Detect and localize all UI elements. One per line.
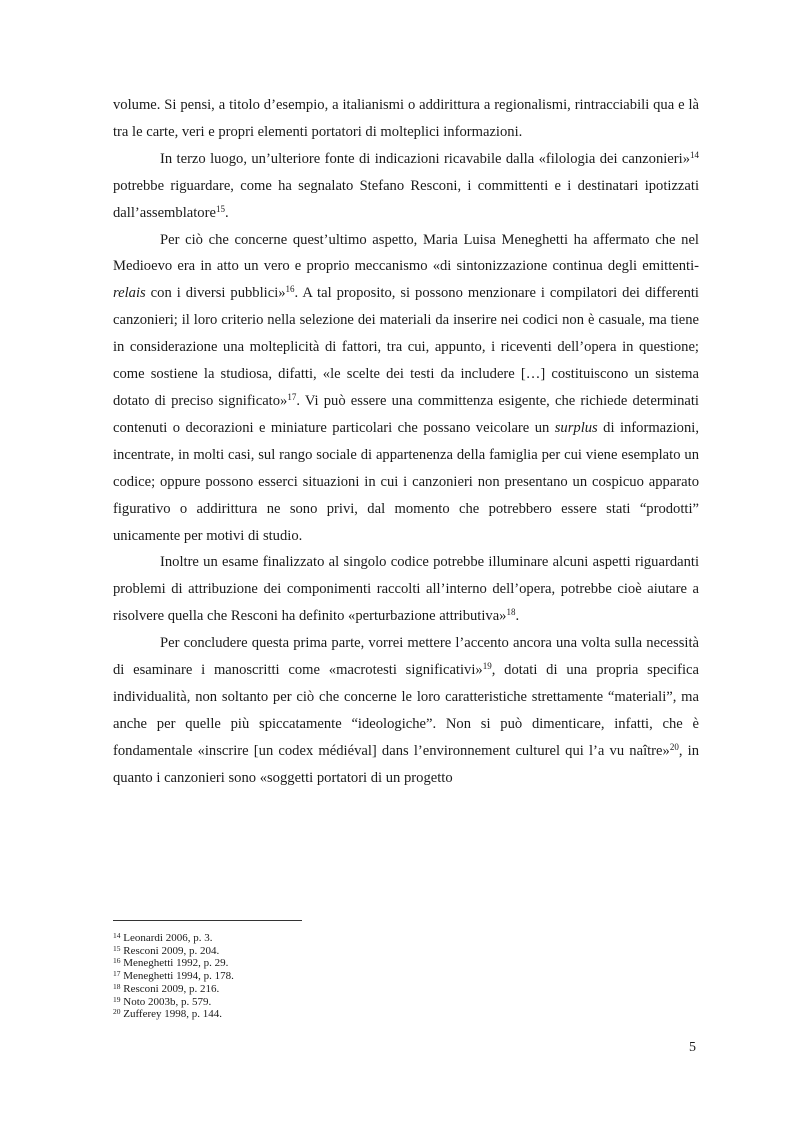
- text-run: In terzo luogo, un’ulteriore fonte di indicazioni ricavabile dalla «filologia dei canzonieri»: [160, 150, 690, 167]
- footnote-text: Meneghetti 1994, p. 178.: [123, 970, 234, 983]
- footnote: [113, 932, 699, 945]
- footnote-number: 16: [113, 956, 121, 966]
- footnote-text: Zufferey 1998, p. 144.: [123, 1008, 223, 1021]
- footnote-ref: 19: [482, 661, 492, 672]
- text-run: volume. Si pensi, a titolo d’esempio, a italianismi o addirittura a regionalismi, rintracciabili qua e là tra le carte, veri e propri elementi portatori di molteplici informazioni.: [113, 97, 699, 140]
- footnote-number: 19: [113, 994, 121, 1004]
- text-run: , in quanto i canzonieri sono «soggetti portatori di un progetto: [113, 742, 699, 786]
- text-run: .: [515, 608, 520, 625]
- body-text: [113, 92, 699, 792]
- footnote-ref: 17: [287, 391, 297, 402]
- footnote-text: Leonardi 2006, p. 3.: [123, 932, 213, 944]
- text-run: .: [224, 204, 229, 221]
- footnote: [113, 983, 699, 996]
- footnote-text: Resconi 2009, p. 204.: [123, 944, 220, 957]
- text-run: di informazioni, incentrate, in molti casi, sul rango sociale di appartenenza della famiglia per cui viene esemplato un codice; oppure possono esserci situazioni in cui i canzonieri non presentano un cospicuo apparato figurativo o addirittura ne sono privi, dal momento che potrebbero essere stati “prodotti” unicamente per motivi di studio.: [113, 419, 699, 544]
- footnote-ref: 15: [215, 203, 225, 214]
- footnote-number: 14: [113, 931, 121, 940]
- paragraph-5: [113, 630, 699, 791]
- footnote-text: Meneghetti 1992, p. 29.: [123, 957, 229, 970]
- paragraph-2: [113, 146, 699, 227]
- footnote-separator: [113, 920, 302, 921]
- text-run: , dotati di una propria specifica individualità, non soltanto per ciò che concerne le loro caratteristiche strettamente “materiali”, ma anche per quelle più spiccatamente “ideologiche”. Non si può dimenticare, infatti, che è fondamentale «inscrire [un codex médiéval] dans l’environnement culturel qui l’a vu naître»: [113, 662, 699, 759]
- paragraph-1: [113, 92, 699, 146]
- footnote: [113, 996, 699, 1009]
- footnote-text: Noto 2003b, p. 579.: [123, 995, 212, 1008]
- footnote: [113, 945, 699, 958]
- footnote: [113, 970, 699, 983]
- footnote: [113, 1008, 699, 1021]
- text-run: Per ciò che concerne quest’ultimo aspetto, Maria Luisa Meneghetti ha affermato che nel Medioevo era in atto un vero e proprio meccanismo «di sintonizzazione continua degli emittenti-: [113, 231, 699, 275]
- footnote: [113, 957, 699, 970]
- footnote-number: 20: [113, 1007, 121, 1017]
- footnote-number: 18: [113, 981, 121, 991]
- text-run: potrebbe riguardare, come ha segnalato Stefano Resconi, i committenti e i destinatari ipotizzati dall’assemblatore: [113, 177, 699, 221]
- text-run: . A tal proposito, si possono menzionare i compilatori dei differenti canzonieri; il loro criterio nella selezione dei materiali da inserire nei codici non è casuale, ma tiene in considerazione una molteplicità di fattori, tra cui, appunto, i riceventi dell’opera in questione; come sostiene la studiosa, difatti, «le scelte dei testi da includere […] costituiscono un sistema dotato di preciso significato»: [113, 285, 699, 409]
- footnote-ref: 14: [690, 149, 699, 160]
- text-run: Per concludere questa prima parte, vorrei mettere l’accento ancora una volta sulla necessità di esaminare i manoscritti come «macrotesti significativi»: [113, 635, 699, 679]
- footnote-ref: 18: [506, 607, 516, 618]
- italic-text: surplus: [554, 419, 598, 436]
- footnote-ref: 16: [285, 284, 295, 295]
- footnote-number: 15: [113, 943, 121, 953]
- footnote-text: Resconi 2009, p. 216.: [123, 982, 220, 995]
- paragraph-4: [113, 549, 699, 630]
- italic-text: relais: [113, 285, 146, 302]
- text-run: con i diversi pubblici»: [145, 285, 286, 302]
- footnotes: [113, 932, 699, 1021]
- text-run: . Vi può essere una committenza esigente, che richiede determinati contenuti o decorazioni e miniature particolari che possano veicolare un: [113, 392, 699, 436]
- paragraph-3: [113, 227, 699, 550]
- text-run: Inoltre un esame finalizzato al singolo codice potrebbe illuminare alcuni aspetti riguardanti problemi di attribuzione dei componimenti raccolti all’interno dell’opera, potrebbe cioè aiutare a risolvere quella che Resconi ha definito «perturbazione attributiva»: [113, 554, 699, 625]
- footnote-number: 17: [113, 969, 121, 979]
- page-number: 5: [689, 1040, 696, 1055]
- footnote-ref: 20: [669, 741, 679, 752]
